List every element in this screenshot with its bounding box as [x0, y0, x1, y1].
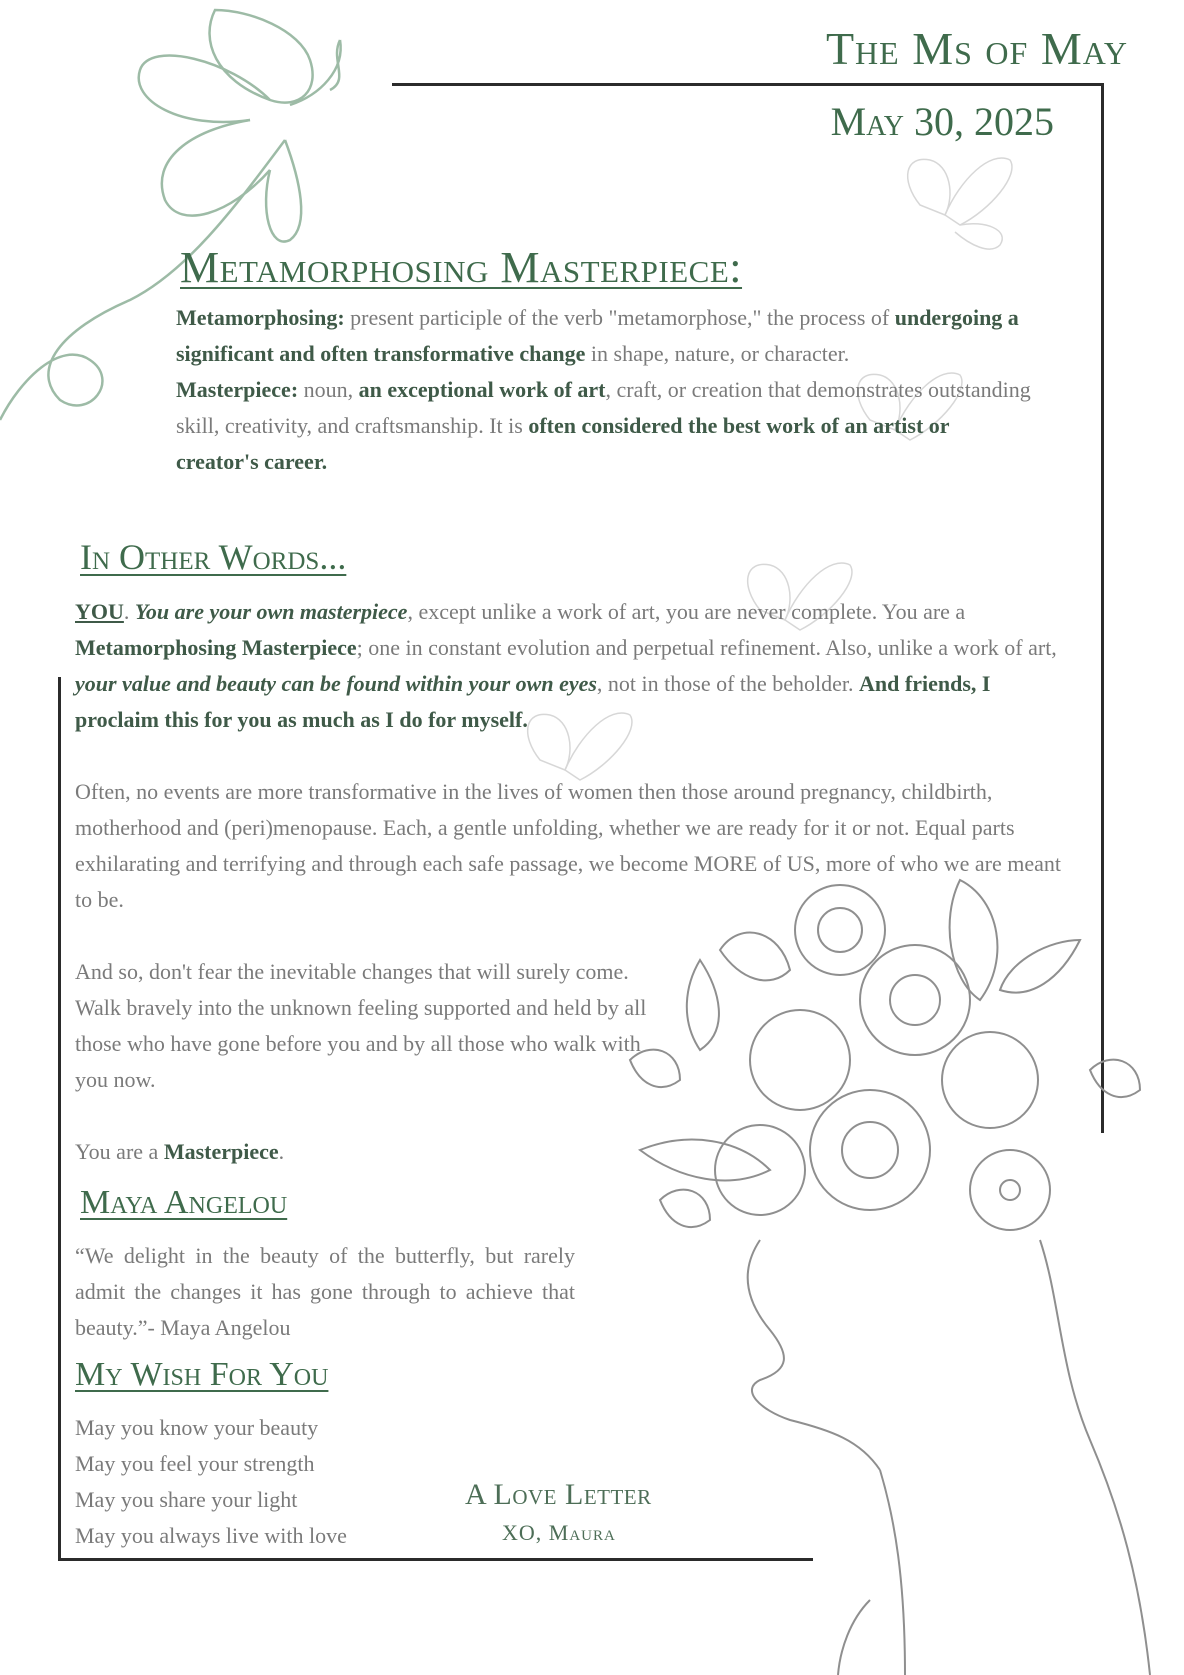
definition-text: noun,	[298, 377, 359, 402]
emphasis-italic: your value and beauty can be found within your own eyes	[75, 671, 597, 696]
paragraph-dont-fear: And so, don't fear the inevitable changes that will surely come. Walk bravely into the unknown feeling supported and held by all those who have gone before you and by all those who walk with you now.	[75, 959, 647, 1092]
heading-maya-angelou: Maya Angelou	[80, 1184, 288, 1221]
wish-list	[75, 1410, 347, 1554]
paragraph-text: , except unlike a work of art, you are never complete. You are a	[407, 599, 966, 624]
emphasis-italic: You are your own masterpiece	[134, 599, 408, 624]
issue-date: May 30, 2025	[830, 99, 1054, 144]
definitions-block	[176, 300, 1036, 480]
signature: XO, Maura	[502, 1520, 616, 1545]
wish-line: May you share your light	[75, 1487, 298, 1512]
definition-text: present participle of the verb "metamorphose," the process of	[344, 305, 895, 330]
maya-angelou-quote: “We delight in the beauty of the butterfly, but rarely admit the changes it has gone through to achieve that beauty.”- Maya Angelou	[75, 1243, 575, 1340]
paragraph-text: .	[278, 1139, 285, 1164]
emphasis-bold: And friends, I proclaim this for you as much as I do for myself.	[75, 671, 991, 732]
paragraph-text: .	[123, 599, 135, 624]
paragraph-transformations: Often, no events are more transformative in the lives of women then those around pregnancy, childbirth, motherhood and (peri)menopause. Each, a gentle unfolding, whether we are ready for it or not. Equal parts exhilarating and terrifying and through each safe passage, we become MORE of US, more of who we are meant to be.	[75, 779, 1061, 912]
wish-line: May you feel your strength	[75, 1451, 315, 1476]
masthead-title: The Ms of May	[825, 23, 1128, 74]
paragraph-text: ; one in constant evolution and perpetual refinement. Also, unlike a work of art,	[356, 635, 1057, 660]
definition-text: , craft, or creation that demonstrates outstanding skill, creativity, and craftsmanship. It is	[176, 377, 1031, 438]
page-title: Metamorphosing Masterpiece:	[180, 243, 743, 292]
term-masterpiece: Masterpiece:	[176, 377, 299, 402]
paragraph-text: , not in those of the beholder.	[596, 671, 860, 696]
paragraph-text: You are a	[75, 1139, 164, 1164]
wish-line: May you always live with love	[75, 1523, 347, 1548]
emphasis-you: YOU	[75, 599, 124, 624]
heading-my-wish: My Wish For You	[75, 1356, 329, 1393]
heading-in-other-words: In Other Words...	[80, 537, 347, 577]
paragraph-you-are-masterpiece	[75, 1134, 284, 1170]
emphasis-bold: Masterpiece	[163, 1139, 279, 1164]
term-metamorphosing: Metamorphosing:	[176, 305, 345, 330]
paragraph-you	[75, 594, 1065, 738]
definition-emphasis: an exceptional work of art	[358, 377, 606, 402]
emphasis-bold: Metamorphosing Masterpiece	[75, 635, 357, 660]
definition-emphasis: undergoing a significant and often transformative change	[176, 305, 1019, 366]
definition-emphasis: often considered the best work of an artist or creator's career.	[176, 413, 950, 474]
definition-text: in shape, nature, or character.	[585, 341, 850, 366]
wish-line: May you know your beauty	[75, 1415, 319, 1440]
love-letter-title: A Love Letter	[465, 1478, 652, 1511]
